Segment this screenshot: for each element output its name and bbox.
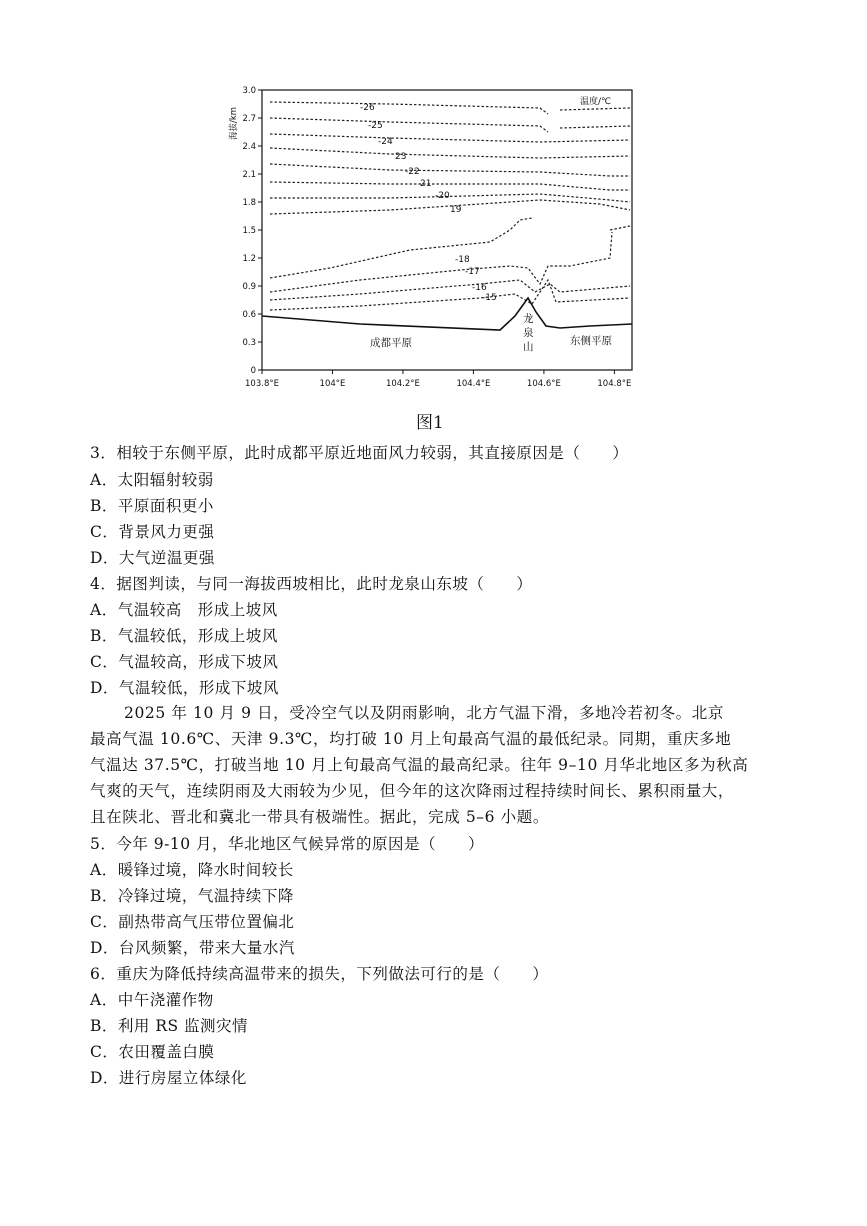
x-tick-label: 104.4°E xyxy=(456,379,491,389)
isotherm--16 xyxy=(270,280,630,300)
iso-label: -18 xyxy=(455,255,470,265)
y-tick-label: 1.2 xyxy=(242,254,256,264)
iso-label: -20 xyxy=(435,191,450,201)
isotherm-23 xyxy=(270,148,630,158)
q3-stem: 3．相较于东侧平原，此时成都平原近地面风力较弱，其直接原因是（ ） xyxy=(90,444,629,462)
y-tick-label: 1.5 xyxy=(242,226,256,236)
passage xyxy=(90,700,790,830)
q5-option-c: C．副热带高气压带位置偏北 xyxy=(90,913,295,931)
isotherm--22 xyxy=(270,164,630,176)
iso-label: -17 xyxy=(465,267,480,277)
x-tick-label: 104°E xyxy=(319,379,346,389)
isotherm--26 xyxy=(270,102,630,114)
passage-line: 气爽的天气，连续阴雨及大雨较为少见，但今年的这次降雨过程持续时间长、累积雨量大， xyxy=(90,782,735,800)
passage-line: 最高气温 10.6℃、天津 9.3℃，均打破 10 月上旬最高气温的最低纪录。同期，重庆多地 xyxy=(90,730,732,748)
q6-option-b: B．利用 RS 监测灾情 xyxy=(90,1017,249,1035)
isotherm-cross-section-figure xyxy=(210,80,655,400)
label-longquan-1: 龙 xyxy=(523,313,534,325)
q5-option-b: B．冷锋过境，气温持续下降 xyxy=(90,887,294,905)
y-tick-label: 1.8 xyxy=(242,198,256,208)
iso-label: -24 xyxy=(378,137,393,147)
isotherm-21 xyxy=(270,182,630,190)
q3-option-d: D．大气逆温更强 xyxy=(90,549,215,567)
q5-option-a: A．暖锋过境，降水时间较长 xyxy=(90,861,294,879)
x-tick-label: 104.6°E xyxy=(526,379,561,389)
q6-option-a: A．中午浇灌作物 xyxy=(90,991,214,1009)
q4-option-d: D．气温较低，形成下坡风 xyxy=(90,679,279,697)
isotherm--24 xyxy=(270,134,630,142)
y-tick-label: 0 xyxy=(250,366,256,376)
iso-label: -22 xyxy=(405,167,420,177)
label-longquan-3: 山 xyxy=(523,341,534,353)
y-tick-label: 0.3 xyxy=(242,338,256,348)
iso-label: -26 xyxy=(360,103,375,113)
terrain-profile xyxy=(262,298,632,330)
iso-label: 23 xyxy=(395,152,407,162)
label-east-plain: 东侧平原 xyxy=(570,335,612,347)
q6-option-c: C．农田覆盖白膜 xyxy=(90,1043,215,1061)
passage-line: 气温达 37.5℃，打破当地 10 月上旬最高气温的最高纪录。往年 9–10 月华北地区多为秋高 xyxy=(90,756,749,774)
q4-stem: 4．据图判读，与同一海拔西坡相比，此时龙泉山东坡（ ） xyxy=(90,575,533,593)
q4-option-c: C．气温较高，形成下坡风 xyxy=(90,653,279,671)
label-chengdu-plain: 成都平原 xyxy=(370,337,412,349)
iso-label: 21 xyxy=(420,179,432,189)
isotherm-chart xyxy=(210,80,655,400)
y-axis-label: 海拔/km xyxy=(229,106,239,140)
q3-option-c: C．背景风力更强 xyxy=(90,523,215,541)
passage-line: 2025 年 10 月 9 日，受冷空气以及阴雨影响，北方气温下滑，多地冷若初冬。北京 xyxy=(124,704,724,722)
iso-label: 19 xyxy=(450,205,462,215)
legend-temperature-label: 温度/℃ xyxy=(580,97,612,107)
iso-label: -16 xyxy=(472,283,487,293)
isotherm--25 xyxy=(270,118,630,132)
x-tick-label: 104.2°E xyxy=(385,379,420,389)
iso-label: -25 xyxy=(368,121,383,131)
isotherm--18 xyxy=(270,218,630,278)
q5-option-d: D．台风频繁，带来大量水汽 xyxy=(90,939,295,957)
q3-option-a: A．太阳辐射较弱 xyxy=(90,471,214,489)
y-tick-label: 0.9 xyxy=(242,282,256,292)
x-tick-label: 103.8°E xyxy=(245,379,279,389)
q6-stem: 6．重庆为降低持续高温带来的损失，下列做法可行的是（ ） xyxy=(90,965,549,983)
passage-line: 且在陕北、晋北和冀北一带具有极端性。据此，完成 5–6 小题。 xyxy=(90,808,549,826)
q6-option-d: D．进行房屋立体绿化 xyxy=(90,1069,247,1087)
x-axis-ticks xyxy=(245,370,631,389)
q4-option-a: A．气温较高 形成上坡风 xyxy=(90,601,278,619)
y-tick-label: 0.6 xyxy=(242,310,256,320)
y-tick-label: 3.0 xyxy=(242,86,256,96)
q5-stem: 5．今年 9-10 月，华北地区气候异常的原因是（ ） xyxy=(90,835,485,853)
x-tick-label: 104.8°E xyxy=(597,379,632,389)
isotherm--17 xyxy=(270,232,612,292)
label-longquan-2: 泉 xyxy=(523,327,534,339)
isotherm--20 xyxy=(270,194,630,202)
y-tick-label: 2.4 xyxy=(242,142,256,152)
iso-label: -15 xyxy=(482,293,497,303)
y-axis-ticks xyxy=(242,86,262,376)
y-tick-label: 2.1 xyxy=(242,170,256,180)
y-tick-label: 2.7 xyxy=(242,114,256,124)
q4-option-b: B．气温较低，形成上坡风 xyxy=(90,627,278,645)
figure-caption: 图1 xyxy=(416,413,444,433)
q3-option-b: B．平原面积更小 xyxy=(90,497,214,515)
